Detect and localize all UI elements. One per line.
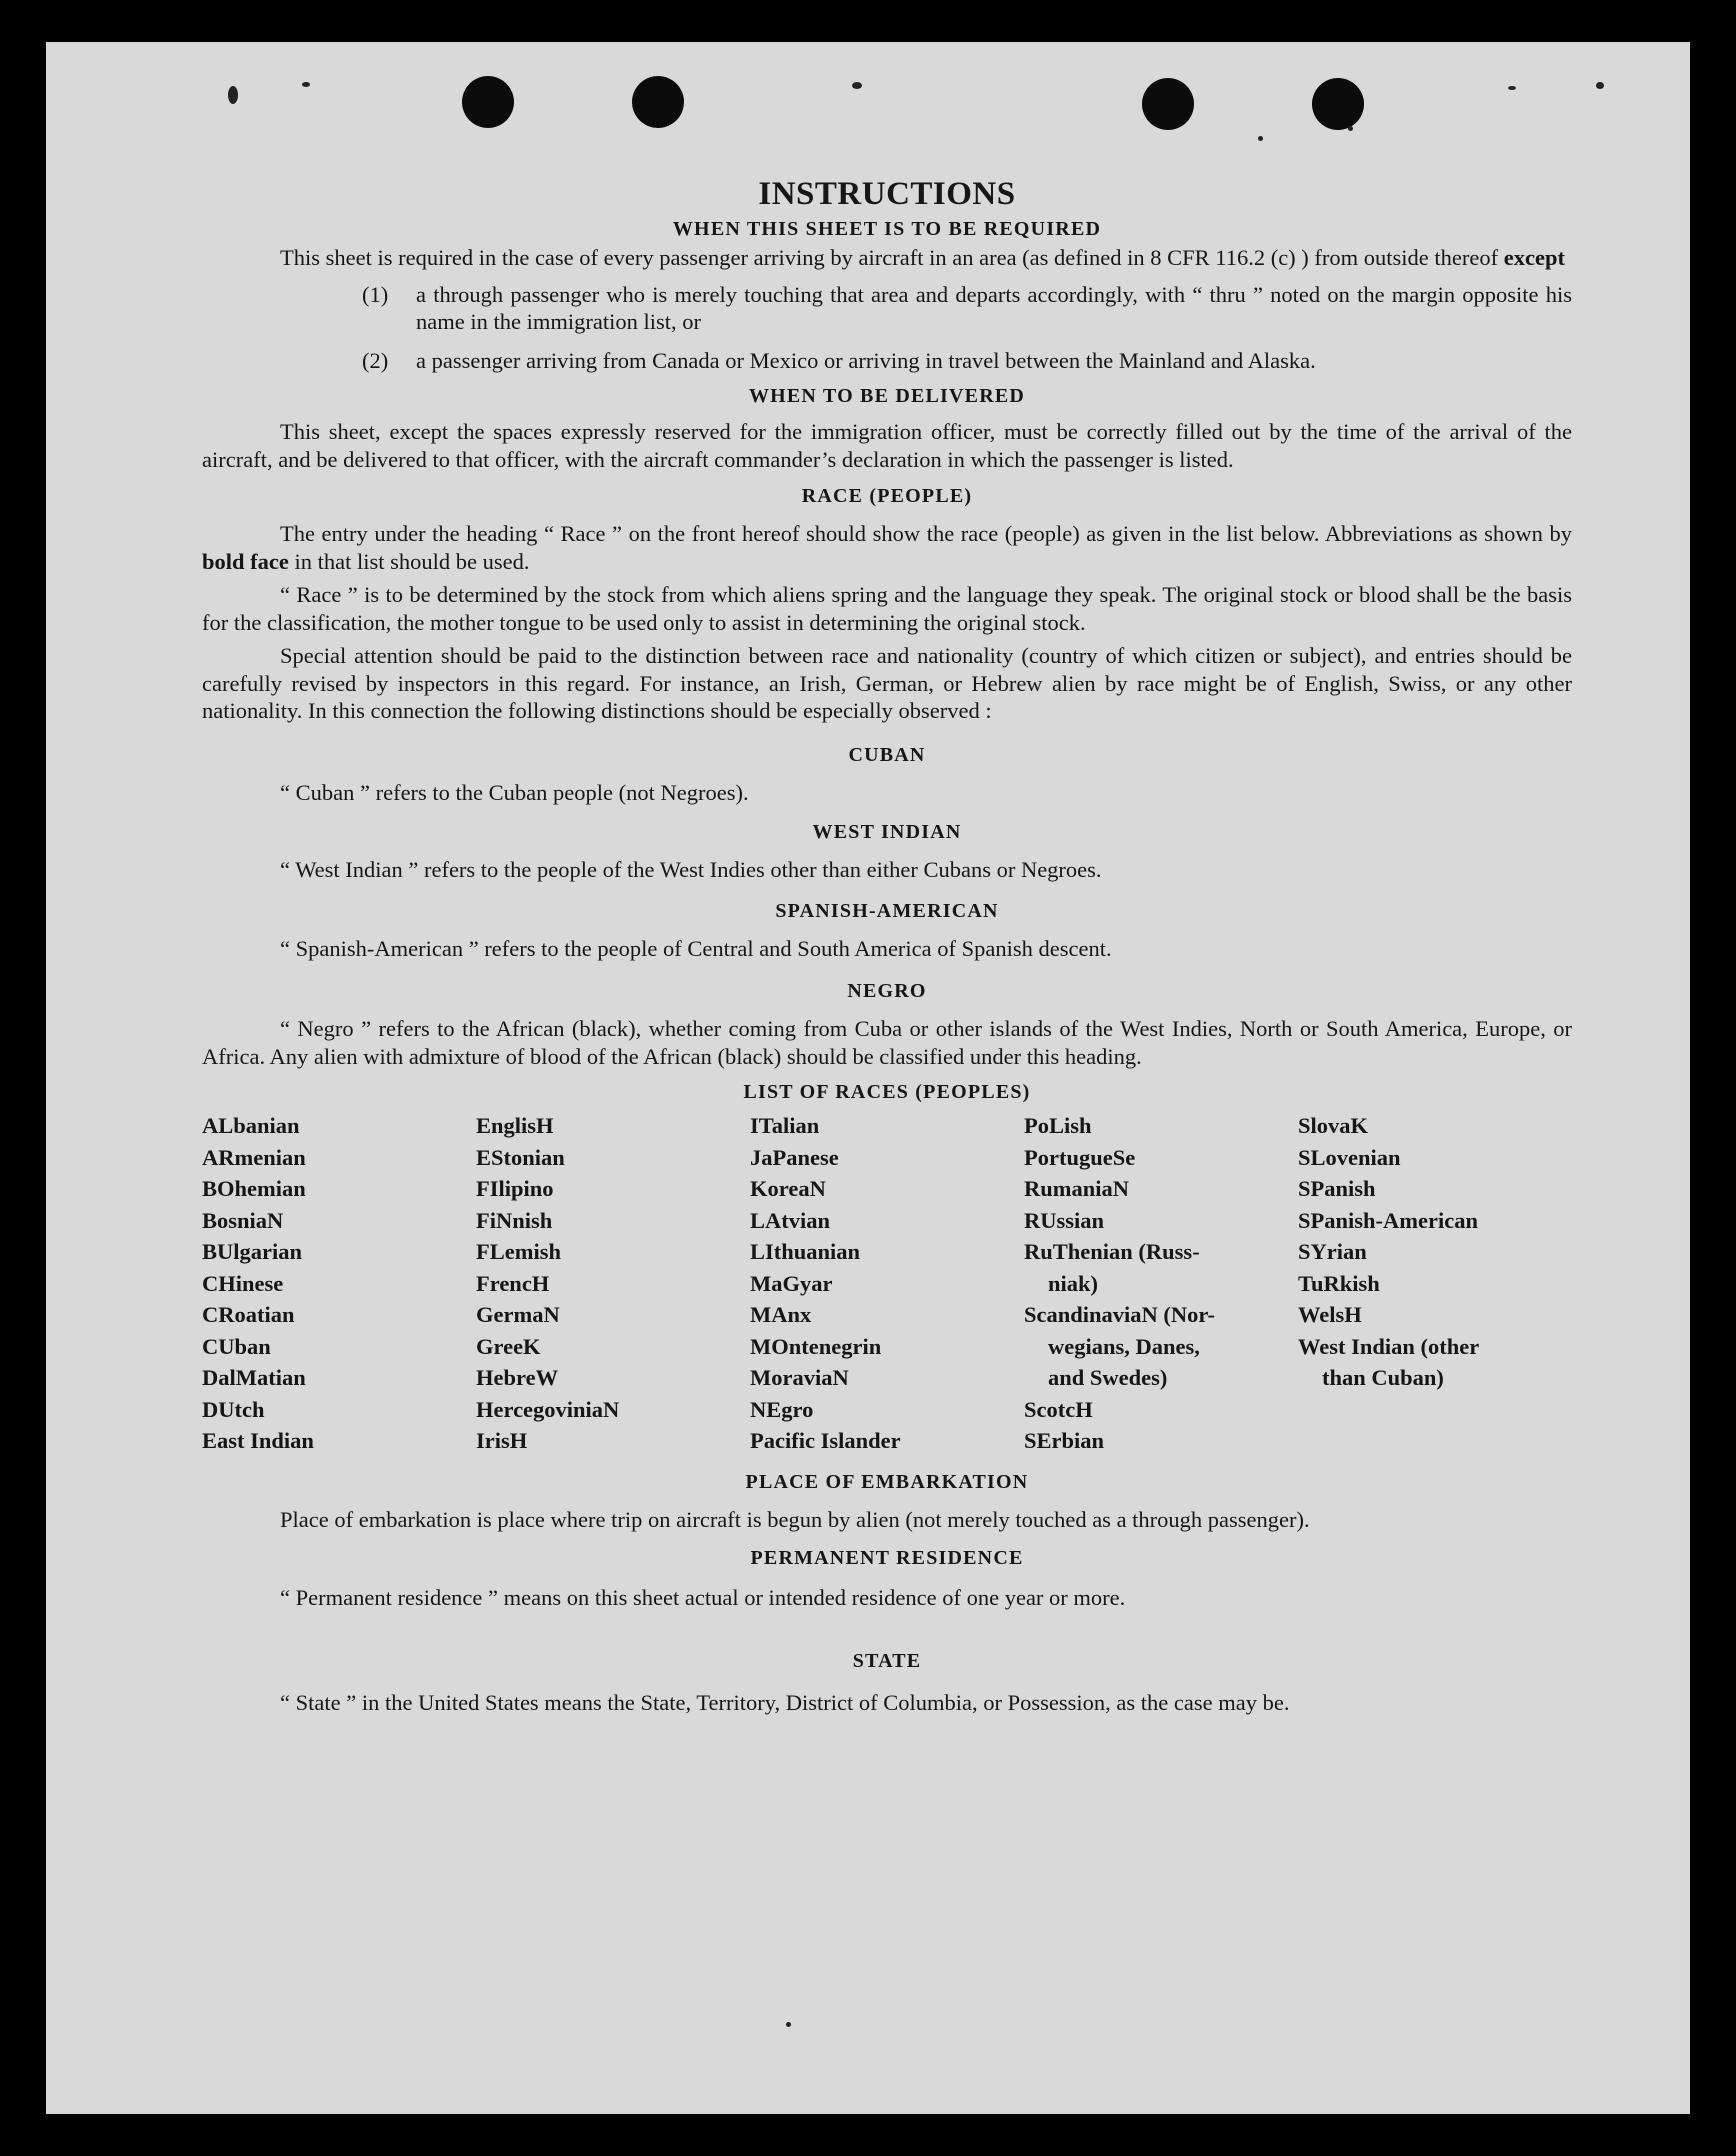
heading-permanent-residence: PERMANENT RESIDENCE [750, 1547, 1024, 1569]
race-entry: DUtch [202, 1396, 265, 1422]
race-entry: SErbian [1024, 1428, 1105, 1453]
instructions-body [202, 174, 1572, 1716]
race-entry: East Indian [202, 1428, 314, 1453]
race-entry: ScandinaviaN (Nor- [1024, 1302, 1216, 1327]
race-list [202, 1110, 1572, 1457]
race-entry: SPanish [1298, 1176, 1376, 1201]
race-entry: ScotcH [1024, 1396, 1093, 1422]
spanish-american-text: “ Spanish-American ” refers to the people of Central and South America of Spanish descent. [280, 935, 1112, 961]
race-entry: TuRkish [1298, 1270, 1380, 1296]
heading-negro: NEGRO [847, 980, 927, 1002]
race-entry: Pacific Islander [750, 1428, 901, 1453]
clause-text: a passenger arriving from Canada or Mexico or arriving in travel between the Mainland and Alaska. [416, 347, 1316, 373]
race-entry: wegians, Danes, [1048, 1333, 1200, 1359]
scan-mark [786, 2022, 791, 2027]
scan-mark [1508, 86, 1516, 90]
heading-west-indian: WEST INDIAN [812, 821, 962, 843]
race-column [750, 1110, 1024, 1457]
race-para-1: The entry under the heading “ Race ” on the front hereof should show the race (people) as given in the list below. Abbreviations as shown by bold face in that list should be used. [202, 521, 1572, 574]
race-entry: DalMatian [202, 1365, 306, 1390]
race-entry: ITalian [750, 1113, 820, 1138]
page-title: INSTRUCTIONS [758, 176, 1016, 212]
race-entry: FLemish [476, 1239, 562, 1264]
race-entry: SPanish-American [1298, 1207, 1478, 1233]
race-entry: RuThenian (Russ- [1024, 1239, 1200, 1264]
race-column [1298, 1110, 1572, 1457]
race-entry: West Indian (other [1298, 1333, 1480, 1359]
scan-mark [1596, 82, 1604, 89]
scan-mark [1258, 136, 1263, 141]
race-entry: LIthuanian [750, 1239, 861, 1264]
race-entry: RumaniaN [1024, 1176, 1130, 1201]
heading-cuban: CUBAN [848, 743, 926, 766]
clause-1 [362, 281, 1572, 336]
clause-number: (1) [362, 281, 389, 307]
heading-embarkation: PLACE OF EMBARKATION [745, 1470, 1029, 1493]
heading-when-delivered: WHEN TO BE DELIVERED [748, 385, 1026, 407]
race-entry: MAnx [750, 1302, 812, 1327]
race-entry: niak) [1048, 1270, 1099, 1296]
race-entry: MaGyar [750, 1270, 833, 1296]
race-para-2: “ Race ” is to be determined by the stock from which aliens spring and the language they speak. The original stock or blood shall be the basis for the classification, the mother tongue to be used only to assist in determining the original stock. [202, 582, 1572, 635]
race-column [202, 1110, 476, 1457]
race-entry: FIlipino [476, 1176, 554, 1201]
heading-when-required: WHEN THIS SHEET IS TO BE REQUIRED [672, 218, 1102, 240]
west-indian-text: “ West Indian ” refers to the people of the West Indies other than either Cubans or Negroes. [280, 857, 1102, 882]
heading-race: RACE (PEOPLE) [801, 485, 973, 507]
race-entry: WelsH [1298, 1302, 1362, 1327]
race-entry: CHinese [202, 1270, 284, 1296]
race-entry: GreeK [476, 1333, 541, 1359]
heading-spanish-american: SPANISH-AMERICAN [775, 899, 999, 922]
embarkation-text: Place of embarkation is place where trip on aircraft is begun by alien (not merely touched as a through passenger). [280, 1506, 1310, 1532]
scan-mark [302, 82, 310, 87]
race-entry: IrisH [476, 1428, 528, 1453]
race-entry: CUban [202, 1333, 271, 1359]
permanent-residence-text: “ Permanent residence ” means on this sheet actual or intended residence of one year or more. [280, 1585, 1126, 1610]
race-entry: LAtvian [750, 1207, 831, 1233]
race-entry: JaPanese [750, 1144, 839, 1170]
race-entry: ALbanian [202, 1113, 300, 1138]
race-entry: HebreW [476, 1365, 559, 1390]
race-entry: ARmenian [202, 1144, 306, 1170]
clause-text: a through passenger who is merely touching that area and departs accordingly, with “ thru ” noted on the margin opposite his name in the immigration list, or [416, 281, 1572, 334]
heading-state: STATE [852, 1649, 922, 1672]
race-entry: MOntenegrin [750, 1333, 882, 1359]
scan-mark [1348, 126, 1353, 131]
race-entry: SlovaK [1298, 1113, 1369, 1138]
race-entry: HercegoviniaN [476, 1396, 620, 1422]
heading-list-of-races: LIST OF RACES (PEOPLES) [743, 1081, 1031, 1103]
race-entry: GermaN [476, 1302, 560, 1327]
clause-number: (2) [362, 347, 389, 373]
when-delivered-text: This sheet, except the spaces expressly reserved for the immigration officer, must be correctly filled out by the time of the arrival of the aircraft, and be delivered to that officer, with the aircraft commander’s declaration in which the passenger is listed. [202, 419, 1572, 472]
race-entry: SYrian [1298, 1239, 1367, 1264]
race-entry: FiNnish [476, 1207, 553, 1233]
race-entry: BosniaN [202, 1207, 284, 1233]
except-bold: except [1498, 245, 1565, 270]
document-page [46, 42, 1690, 2114]
race-entry: SLovenian [1298, 1144, 1401, 1170]
cuban-text: “ Cuban ” refers to the Cuban people (not Negroes). [280, 779, 749, 805]
punch-hole [1312, 78, 1364, 130]
negro-text: “ Negro ” refers to the African (black), whether coming from Cuba or other islands of the West Indies, North or South America, Europe, or Africa. Any alien with admixture of blood of the African (black) should be classified under this heading. [202, 1016, 1572, 1069]
state-text: “ State ” in the United States means the State, Territory, District of Columbia, or Possession, as the case may be. [280, 1689, 1290, 1715]
punch-hole [632, 76, 684, 128]
clause-2 [362, 347, 1572, 375]
race-column [1024, 1110, 1298, 1457]
race-entry: BUlgarian [202, 1239, 303, 1264]
race-entry: BOhemian [202, 1176, 306, 1201]
punch-hole [462, 76, 514, 128]
race-entry: MoraviaN [750, 1365, 849, 1390]
race-entry: RUssian [1024, 1207, 1105, 1233]
race-entry: PortugueSe [1024, 1144, 1136, 1170]
race-column [476, 1110, 750, 1457]
race-entry: EStonian [476, 1144, 565, 1170]
race-para-3: Special attention should be paid to the distinction between race and nationality (country of which citizen or subject), and entries should be carefully revised by inspectors in this regard. For instance, an Irish, German, or Hebrew alien by race might be of English, Swiss, or any other nationality. In this connection the following distinctions should be especially observed : [202, 643, 1572, 723]
race-entry: CRoatian [202, 1302, 295, 1327]
punch-hole [1142, 78, 1194, 130]
when-required-intro: This sheet is required in the case of every passenger arriving by aircraft in an area (as defined in 8 CFR 116.2 (c) ) from outside thereof except [280, 245, 1565, 270]
race-entry: KoreaN [750, 1176, 826, 1201]
race-entry: NEgro [750, 1396, 814, 1422]
scan-mark [852, 82, 862, 89]
race-entry: than Cuban) [1322, 1365, 1444, 1390]
race-entry: EnglisH [476, 1113, 554, 1138]
race-entry: and Swedes) [1048, 1365, 1168, 1390]
race-entry: PoLish [1024, 1113, 1092, 1138]
scan-mark [228, 86, 238, 104]
race-entry: FrencH [476, 1270, 550, 1296]
